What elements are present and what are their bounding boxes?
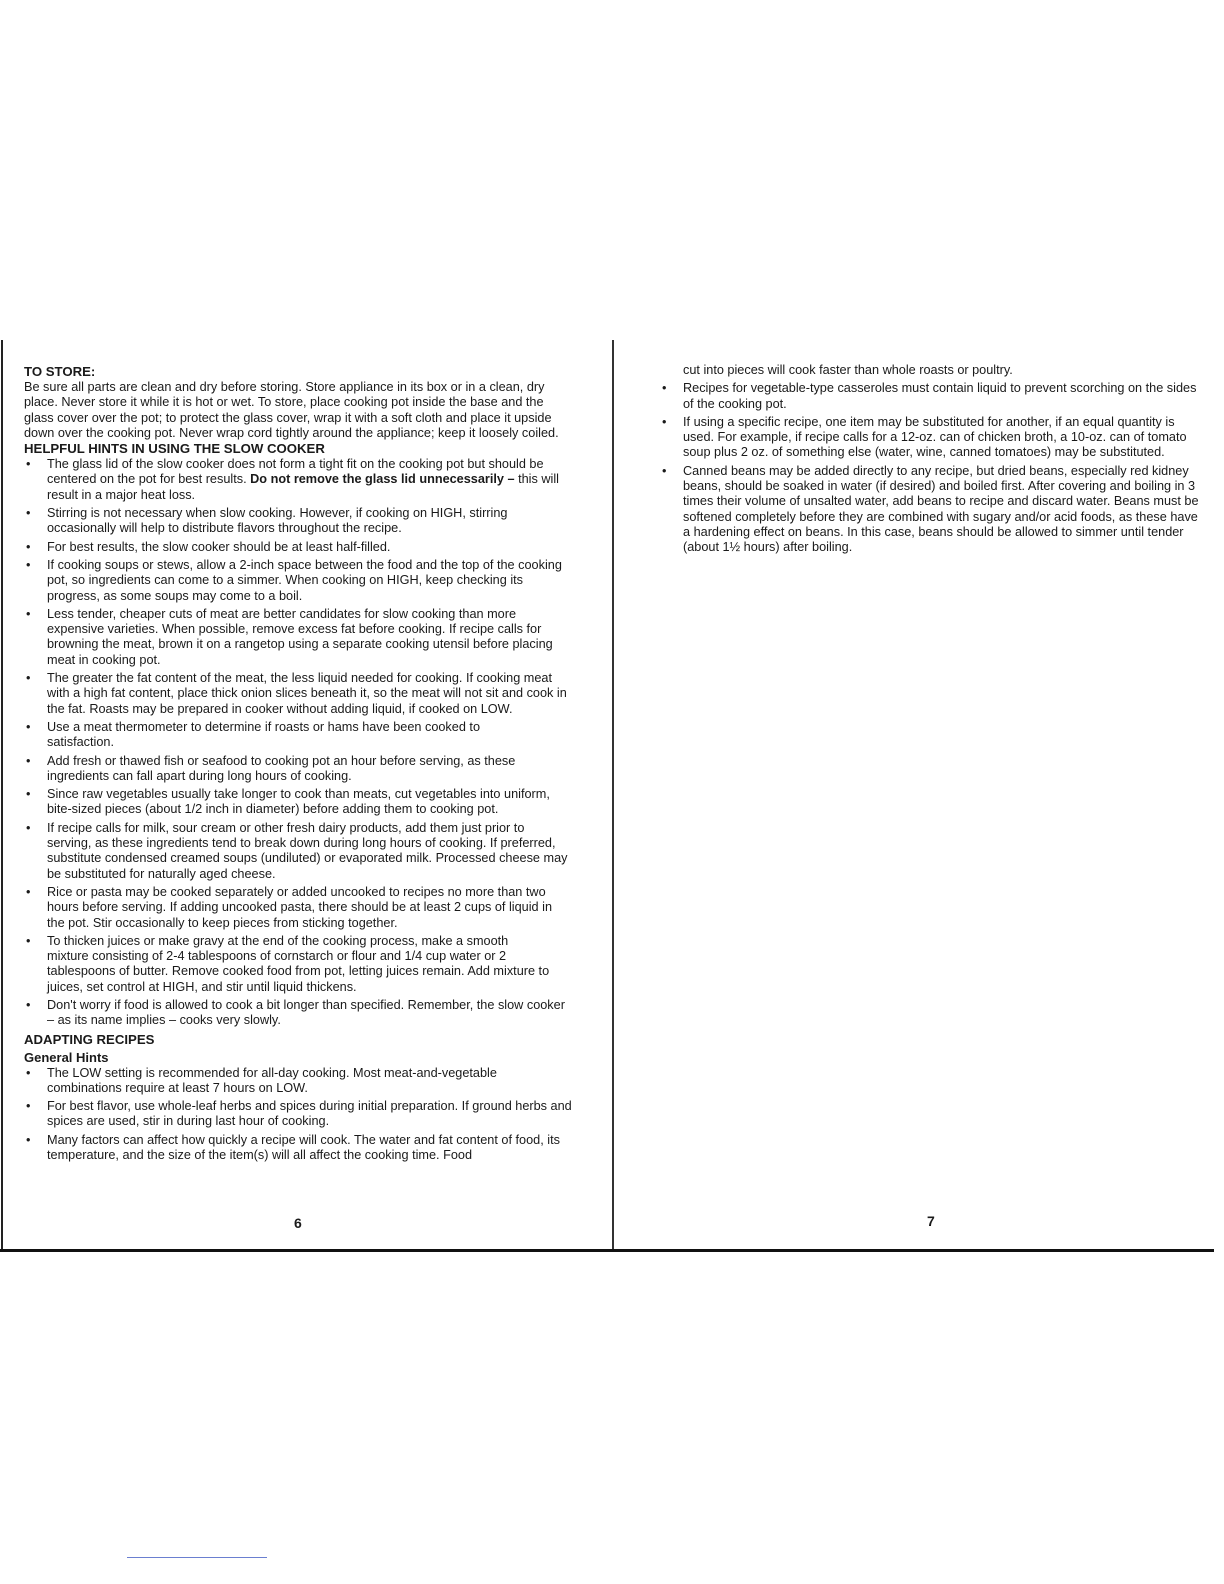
left-border-line bbox=[1, 340, 3, 1250]
hint-text: Don't worry if food is allowed to cook a bit longer than specified. Remember, the slow cooker – as its name implies – cooks very slowly. bbox=[47, 997, 565, 1028]
list-item bbox=[24, 506, 572, 537]
bullet-icon: • bbox=[26, 1099, 31, 1114]
hint-text: The glass lid of the slow cooker does not form a tight fit on the cooking pot but should be centered on the pot for best results. bbox=[47, 457, 544, 487]
hint-text: The greater the fat content of the meat, the less liquid needed for cooking. If cooking meat with a high fat content, place thick onion slices beneath it, so the meat will not sit and cook in the fat. Roasts may be prepared in cooker without adding liquid, if cooked on LOW. bbox=[47, 671, 567, 716]
bullet-icon: • bbox=[662, 414, 667, 429]
hint-text: Less tender, cheaper cuts of meat are better candidates for slow cooking than more expensive varieties. When possible, remove excess fat before cooking. If recipe calls for browning the meat, brown it on a rangetop using a separate cooking utensil before placing meat in cooking pot. bbox=[47, 606, 553, 667]
bullet-icon: • bbox=[26, 671, 31, 686]
hint-text: Since raw vegetables usually take longer to cook than meats, cut vegetables into uniform, bite-sized pieces (about 1/2 inch in diameter) before adding them to cooking pot. bbox=[47, 787, 550, 817]
hint-text: For best results, the slow cooker should be at least half-filled. bbox=[47, 539, 391, 554]
hint-text: Stirring is not necessary when slow cooking. However, if cooking on HIGH, stirring occasionally will help to distribute flavors throughout the recipe. bbox=[47, 506, 508, 536]
list-item bbox=[24, 998, 572, 1029]
hint-text: If cooking soups or stews, allow a 2-inch space between the food and the top of the cooking pot, so ingredients can come to a simmer. When cooking on HIGH, keep checking its progress, as some soups may come to a boil. bbox=[47, 557, 562, 603]
hint-text: If using a specific recipe, one item may be substituted for another, if an equal quantity is used. For example, if recipe calls for a 12-oz. can of chicken broth, a 10-oz. can of tomato soup plus 2 oz. of something else (water, wine, canned tomatoes) may be substituted. bbox=[683, 414, 1187, 460]
hint-text: this will result in a major heat loss. bbox=[47, 472, 559, 502]
hint-text: Rice or pasta may be cooked separately or added uncooked to recipes no more than two hours before serving. If adding uncooked pasta, there should be at least 2 cups of liquid in the pot. Stir occasionally to keep pieces from sticking together. bbox=[47, 884, 553, 930]
bullet-icon: • bbox=[26, 606, 31, 621]
hints-heading: HELPFUL HINTS IN USING THE SLOW COOKER bbox=[24, 441, 325, 457]
center-fold-line bbox=[612, 340, 614, 1250]
hint-text: Many factors can affect how quickly a recipe will cook. The water and fat content of food, its temperature, and the size of the item(s) will all affect the cooking time. Food bbox=[47, 1132, 560, 1163]
hints-list bbox=[24, 457, 572, 1028]
store-heading: TO STORE: bbox=[24, 364, 96, 379]
bullet-icon: • bbox=[26, 884, 31, 899]
bullet-icon: • bbox=[662, 381, 667, 396]
right-hints-list bbox=[660, 381, 1208, 555]
page-number-left: 6 bbox=[294, 1215, 302, 1231]
list-item bbox=[24, 457, 572, 503]
list-item bbox=[24, 821, 572, 882]
page-number-right: 7 bbox=[927, 1213, 935, 1229]
hint-text: Recipes for vegetable-type casseroles must contain liquid to prevent scorching on the sides of the cooking pot. bbox=[683, 381, 1197, 411]
right-page bbox=[660, 363, 1208, 559]
hint-text: If recipe calls for milk, sour cream or other fresh dairy products, add them just prior to serving, as these ingredients tend to break down during long hours of cooking. If preferred, substitute condensed creamed soups (undiluted) or evaporated milk. Processed cheese may be substituted for naturally aged cheese. bbox=[47, 820, 568, 881]
adapting-heading: ADAPTING RECIPES bbox=[24, 1031, 155, 1047]
hint-text: To thicken juices or make gravy at the end of the cooking process, make a smooth mixture consisting of 2-4 tablespoons of cornstarch or flour and 1/4 cup water or 2 tablespoons of butter. Remove cooked food from pot, letting juices remain. Add mixture to juices, set control at HIGH, and stir until liquid thickens. bbox=[47, 933, 550, 994]
list-item bbox=[24, 885, 572, 931]
bullet-icon: • bbox=[26, 753, 31, 768]
bullet-icon: • bbox=[26, 539, 31, 554]
list-item bbox=[24, 754, 572, 785]
list-item bbox=[24, 558, 572, 604]
bullet-icon: • bbox=[26, 1132, 31, 1147]
list-item bbox=[660, 415, 1208, 461]
list-item bbox=[24, 607, 572, 668]
list-item bbox=[24, 1099, 572, 1130]
left-page bbox=[24, 364, 572, 1166]
bullet-icon: • bbox=[26, 933, 31, 948]
hint-text: Add fresh or thawed fish or seafood to cooking pot an hour before serving, as these ingredients can fall apart during long hours of cooking. bbox=[47, 753, 516, 783]
hint-text: For best flavor, use whole-leaf herbs and spices during initial preparation. If ground herbs and spices are used, stir in during last hour of cooking. bbox=[47, 1099, 572, 1129]
bullet-icon: • bbox=[662, 463, 667, 478]
list-item bbox=[24, 540, 572, 555]
continuation-text: cut into pieces will cook faster than whole roasts or poultry. bbox=[683, 363, 1013, 377]
general-hints-heading: General Hints bbox=[24, 1049, 109, 1065]
bullet-icon: • bbox=[26, 457, 31, 472]
hint-text: Use a meat thermometer to determine if roasts or hams have been cooked to satisfaction. bbox=[47, 719, 480, 750]
bullet-icon: • bbox=[26, 997, 31, 1012]
bullet-icon: • bbox=[26, 719, 31, 734]
general-hints-list bbox=[24, 1066, 572, 1164]
list-item bbox=[24, 1133, 572, 1164]
list-item bbox=[24, 720, 572, 751]
bullet-icon: • bbox=[26, 1065, 31, 1080]
bullet-icon: • bbox=[26, 820, 31, 835]
bullet-icon: • bbox=[26, 787, 31, 802]
hint-bold-text: Do not remove the glass lid unnecessarily – bbox=[250, 472, 515, 487]
list-item bbox=[660, 464, 1208, 556]
list-item bbox=[24, 787, 572, 818]
scan-artifact-line bbox=[127, 1557, 267, 1558]
bottom-border-line bbox=[0, 1249, 1214, 1252]
hint-text: Canned beans may be added directly to any recipe, but dried beans, especially red kidney beans, should be soaked in water (if desired) and boiled first. After covering and boiling in 3 times their volume of unsalted water, add beans to recipe and discard water. Beans must be softened completely before they are combined with sugary and/or acid foods, as these have a hardening effect on beans. In this case, beans should be allowed to simmer until tender (about 1½ hours) after boiling. bbox=[683, 463, 1199, 555]
list-item bbox=[24, 1066, 572, 1097]
list-item bbox=[24, 934, 572, 995]
bullet-icon: • bbox=[26, 557, 31, 572]
hint-text: The LOW setting is recommended for all-day cooking. Most meat-and-vegetable combinations require at least 7 hours on LOW. bbox=[47, 1065, 497, 1095]
list-item bbox=[24, 671, 572, 717]
bullet-icon: • bbox=[26, 506, 31, 521]
store-text: Be sure all parts are clean and dry before storing. Store appliance in its box or in a clean, dry place. Never store it while it is hot or wet. To store, place cooking pot inside the base and the glass cover over the pot; to protect the glass cover, wrap it with a soft cloth and place it upside down over the cooking pot. Never wrap cord tightly around the appliance; keep it loosely coiled. bbox=[24, 380, 559, 440]
list-item bbox=[660, 381, 1208, 412]
